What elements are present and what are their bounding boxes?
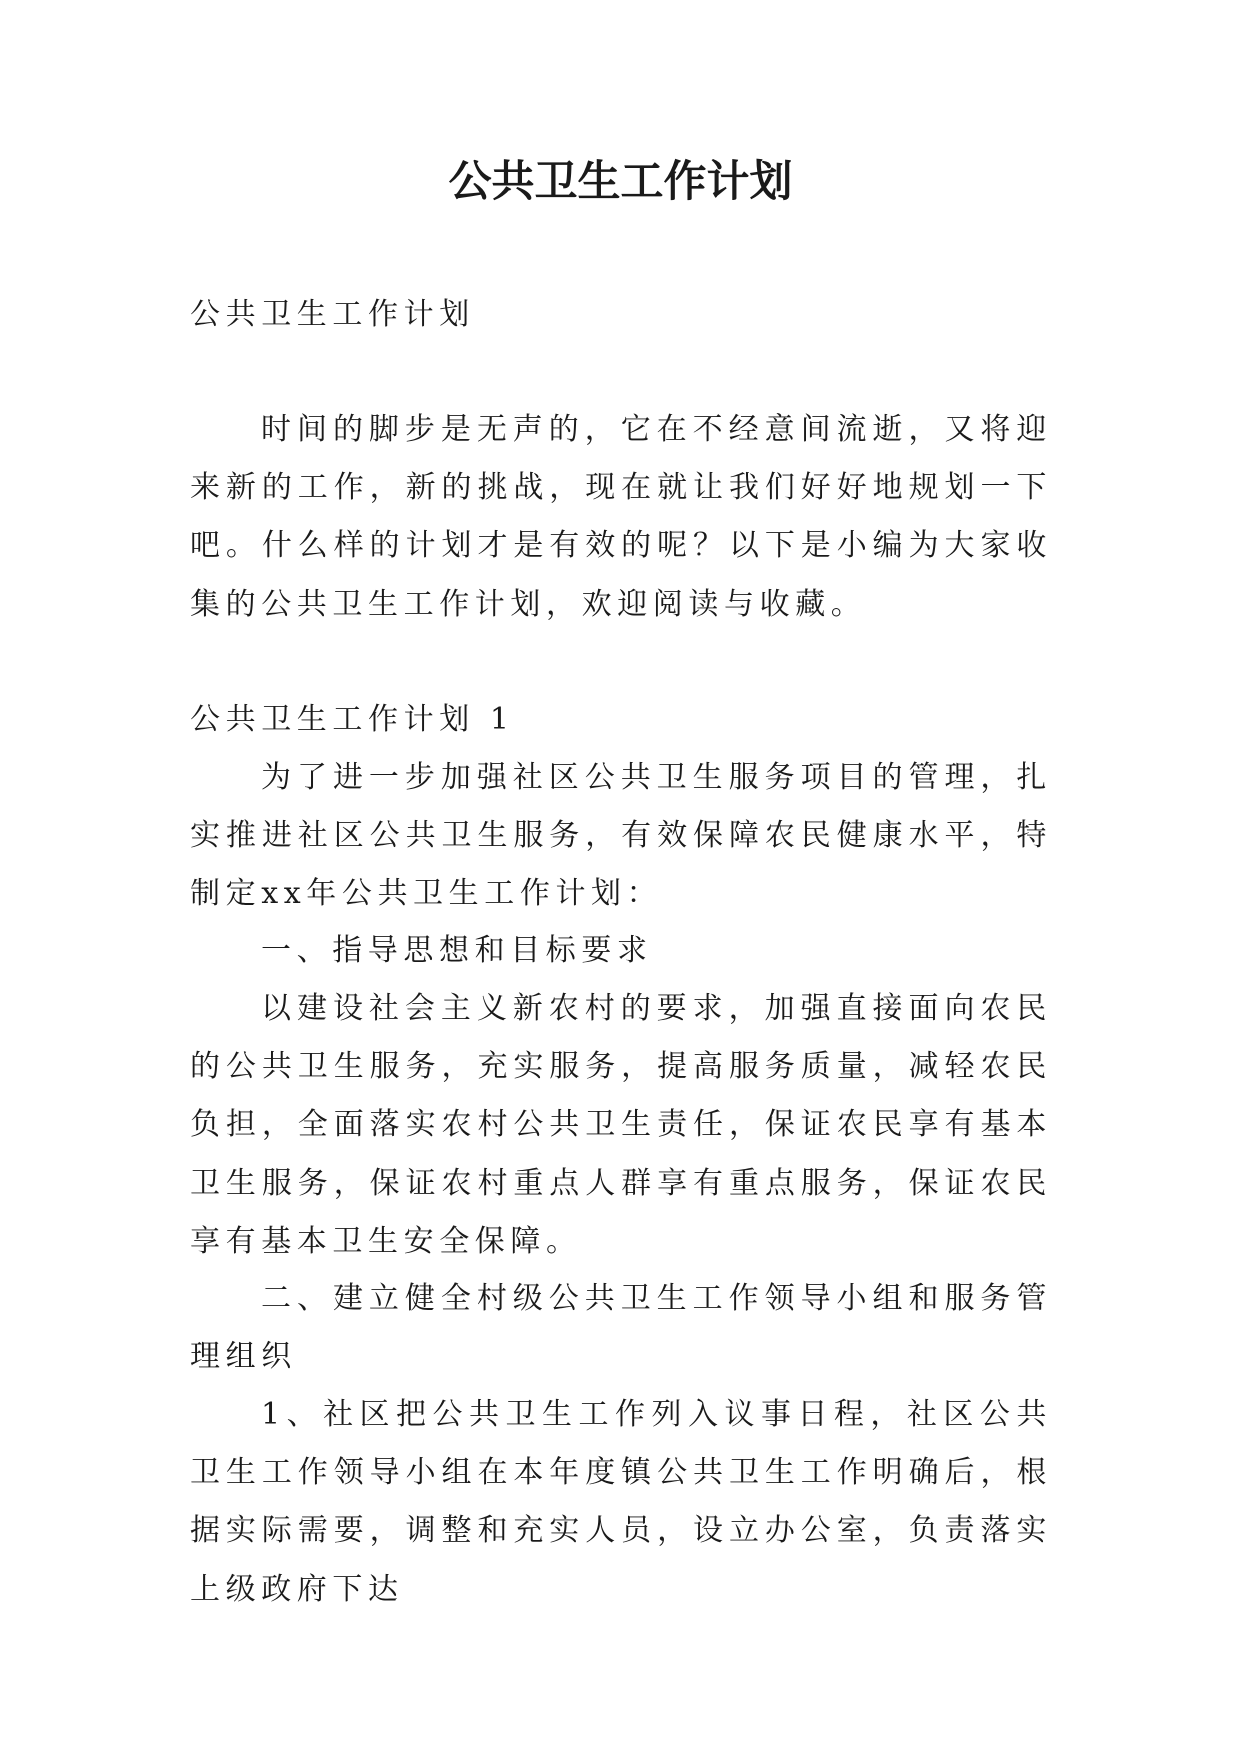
paragraph-1: 为了进一步加强社区公共卫生服务项目的管理，扎实推进社区公共卫生服务，有效保障农民健康水平，特制定xx年公共卫生工作计划： xyxy=(190,760,1052,912)
section-heading: 公共卫生工作计划 1 xyxy=(190,702,515,737)
paragraph-3: 1、社区把公共卫生工作列入议事日程，社区公共卫生工作领导小组在本年度镇公共卫生工作明确后，根据实际需要，调整和充实人员，设立办公室，负责落实上级政府下达 xyxy=(190,1397,1052,1607)
subheading-2: 二、建立健全村级公共卫生工作领导小组和服务管理组织 xyxy=(190,1281,1052,1375)
paragraph-2: 以建设社会主义新农村的要求，加强直接面向农民的公共卫生服务，充实服务，提高服务质量，减轻农民负担，全面落实农村公共卫生责任，保证农民享有基本卫生服务，保证农村重点人群享有重点服务，保证农民享有基本卫生安全保障。 xyxy=(190,991,1052,1259)
intro-paragraph: 时间的脚步是无声的，它在不经意间流逝，又将迎来新的工作，新的挑战，现在就让我们好好地规划一下吧。什么样的计划才是有效的呢？以下是小编为大家收集的公共卫生工作计划，欢迎阅读与收藏。 xyxy=(190,412,1052,622)
document-subtitle: 公共卫生工作计划 xyxy=(190,297,475,332)
subheading-1: 一、指导思想和目标要求 xyxy=(261,933,653,968)
document-title: 公共卫生工作计划 xyxy=(448,157,793,207)
